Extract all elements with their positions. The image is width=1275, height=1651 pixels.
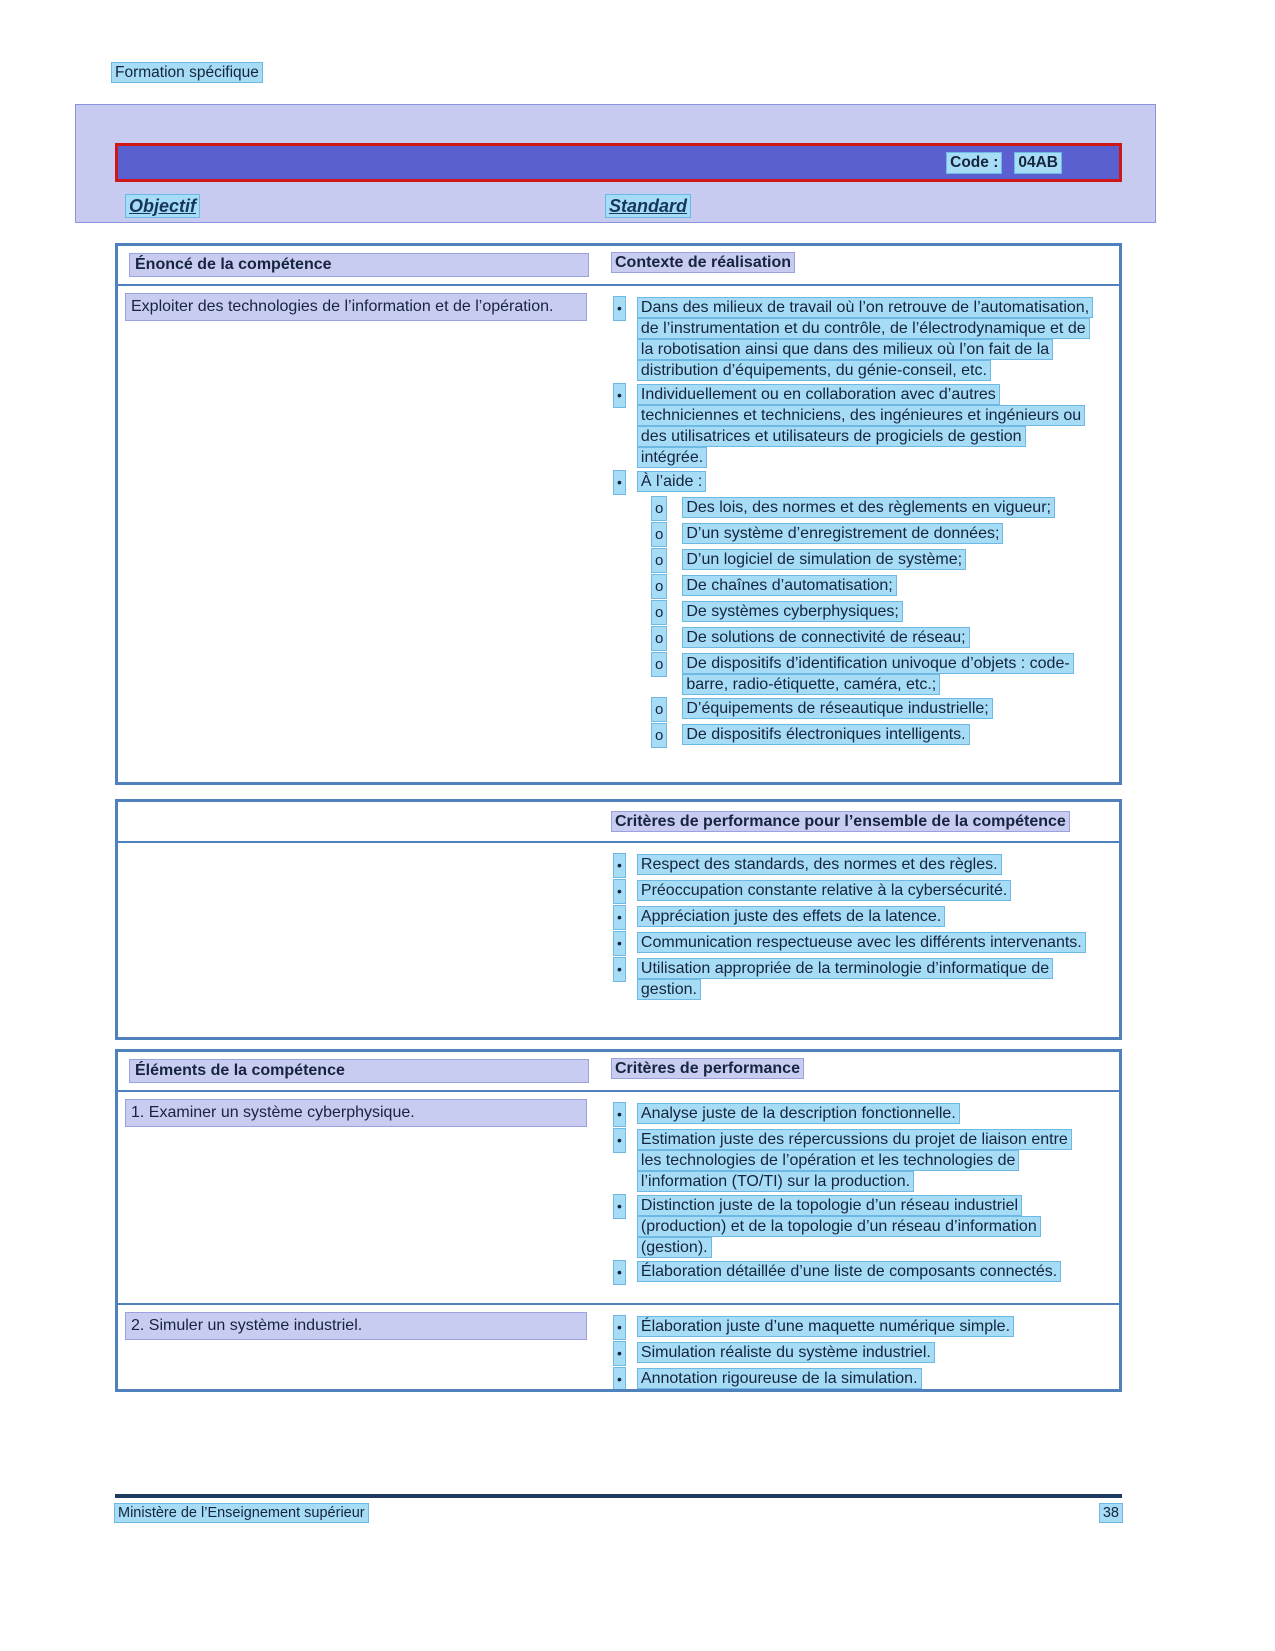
list-item (604, 1342, 1091, 1365)
elements-table-row-2 (118, 1303, 1119, 1392)
bullet-text: Élaboration juste d’une maquette numérique simple. (638, 1317, 1013, 1336)
page-footer (115, 1494, 1122, 1522)
bullet-text: Individuellement ou en collaboration avec d’autres techniciennes et techniciens, des ingénieures et ingénieurs ou des utilisatrices et utilisateurs de progiciels de gestion intégrée. (638, 385, 1084, 467)
standard-heading-wrap (606, 196, 690, 217)
bullet-text: D’équipements de réseautique industrielle; (683, 699, 991, 718)
bullet-icon: • (614, 958, 625, 981)
list-item (604, 880, 1091, 903)
list-item (604, 698, 1091, 721)
objectif-heading-wrap (126, 196, 606, 217)
bullet-text: D’un système d’enregistrement de données; (683, 524, 1002, 543)
performance-header-text: Critères de performance pour l’ensemble de la compétence (612, 812, 1069, 831)
bullet-icon: • (614, 854, 625, 877)
list-item (604, 1103, 1091, 1126)
bullet-text: De solutions de connectivité de réseau; (683, 628, 968, 647)
list-item (604, 497, 1091, 520)
bullet-icon: • (614, 471, 625, 494)
code-value: 04AB (1015, 153, 1061, 173)
footer-ministry-text: Ministère de l’Enseignement supérieur (115, 1504, 368, 1522)
sub-bullet-icon: o (652, 627, 666, 650)
bullet-text: Communication respectueuse avec les différents intervenants. (638, 933, 1085, 952)
criteria-cell (600, 1092, 1119, 1303)
list-item (604, 575, 1091, 598)
header-enonce (118, 246, 600, 284)
elements-table (115, 1049, 1122, 1392)
header-elements-text: Éléments de la compétence (130, 1060, 588, 1082)
performance-header-left-empty (118, 802, 600, 841)
footer-page-number: 38 (1100, 1504, 1122, 1522)
element-text: 1. Examiner un système cyberphysique. (126, 1100, 586, 1126)
list-item (604, 906, 1091, 929)
bullet-icon: • (614, 1103, 625, 1126)
sub-bullet-icon: o (652, 724, 666, 747)
bullet-icon: • (614, 1195, 625, 1218)
competence-table-header (118, 246, 1119, 286)
list-item (604, 384, 1091, 468)
list-item (604, 627, 1091, 650)
list-item (604, 724, 1091, 747)
bullet-icon: • (614, 932, 625, 955)
bullet-text: À l’aide : (638, 472, 705, 491)
objectif-heading: Objectif (126, 195, 199, 217)
bullet-icon: • (614, 384, 625, 407)
bullet-text: De dispositifs électroniques intelligents. (683, 725, 968, 744)
bullet-text: Dans des milieux de travail où l’on retrouve de l’automatisation, de l’instrumentation et du contrôle, de l’électrodynamique et de la robotisation ainsi que dans des milieux où l’on fait de la distribution d’équipements, du génie-conseil, etc. (638, 298, 1092, 380)
enonce-text: Exploiter des technologies de l’information et de l’opération. (126, 294, 586, 320)
bullet-icon: • (614, 1261, 625, 1284)
header-contexte-text: Contexte de réalisation (612, 253, 794, 272)
list-item (604, 549, 1091, 572)
bullet-text: Appréciation juste des effets de la latence. (638, 907, 944, 926)
performance-table-header (118, 802, 1119, 843)
enonce-cell (118, 286, 600, 758)
contexte-cell (600, 286, 1119, 758)
sub-bullet-icon: o (652, 653, 666, 676)
performance-criteria-cell (600, 843, 1119, 1011)
bullet-icon: • (614, 1316, 625, 1339)
sub-bullet-icon: o (652, 601, 666, 624)
criteria-cell (600, 1305, 1119, 1392)
performance-table-body (118, 843, 1119, 1011)
list-item (604, 471, 1091, 494)
bullet-text: Respect des standards, des normes et des règles. (638, 855, 1001, 874)
performance-left-empty (118, 843, 600, 1011)
bullet-text: De systèmes cyberphysiques; (683, 602, 902, 621)
elements-table-row-1 (118, 1092, 1119, 1303)
section-label (112, 64, 262, 82)
sub-bullet-icon: o (652, 698, 666, 721)
element-cell (118, 1305, 600, 1392)
sub-bullet-icon: o (652, 549, 666, 572)
section-label-text: Formation spécifique (112, 63, 262, 82)
element-text: 2. Simuler un système industriel. (126, 1313, 586, 1339)
title-bar (115, 143, 1122, 182)
elements-table-header (118, 1052, 1119, 1092)
sub-bullet-icon: o (652, 575, 666, 598)
standard-heading: Standard (606, 195, 690, 217)
bullet-text: D’un logiciel de simulation de système; (683, 550, 965, 569)
bullet-text: Analyse juste de la description fonctionnelle. (638, 1104, 959, 1123)
header-criteres-text: Critères de performance (612, 1059, 803, 1078)
bullet-text: De chaînes d’automatisation; (683, 576, 895, 595)
bullet-text: Annotation rigoureuse de la simulation. (638, 1369, 921, 1388)
list-item (604, 297, 1091, 381)
list-item (604, 1261, 1091, 1284)
code-label: Code : (947, 153, 1001, 173)
list-item (604, 1195, 1091, 1258)
list-item (604, 854, 1091, 877)
list-item (604, 601, 1091, 624)
list-item (604, 1316, 1091, 1339)
bullet-icon: • (614, 880, 625, 903)
bullet-text: Estimation juste des répercussions du projet de liaison entre les technologies de l’opération et les technologies de l’information (TO/TI) sur la production. (638, 1130, 1071, 1191)
performance-table (115, 799, 1122, 1040)
bullet-text: Distinction juste de la topologie d’un réseau industriel (production) et de la topologie d’un réseau d’information (gestion). (638, 1196, 1040, 1257)
bullet-icon: • (614, 297, 625, 320)
bullet-text: Élaboration détaillée d’une liste de composants connectés. (638, 1262, 1060, 1281)
objectif-standard-row (126, 196, 1145, 217)
bullet-text: Simulation réaliste du système industriel. (638, 1343, 934, 1362)
bullet-icon: • (614, 1129, 625, 1152)
list-item (604, 958, 1091, 1000)
list-item (604, 523, 1091, 546)
title-band (75, 104, 1156, 223)
element-cell (118, 1092, 600, 1303)
list-item (604, 932, 1091, 955)
header-criteres (600, 1052, 1119, 1090)
sub-bullet-icon: o (652, 497, 666, 520)
bullet-text: Préoccupation constante relative à la cybersécurité. (638, 881, 1010, 900)
list-item (604, 1368, 1091, 1391)
header-contexte (600, 246, 1119, 284)
header-elements (118, 1052, 600, 1090)
competence-table-body (118, 286, 1119, 758)
list-item (604, 1129, 1091, 1192)
performance-header-right (600, 802, 1119, 841)
bullet-icon: • (614, 1342, 625, 1365)
bullet-text: De dispositifs d’identification univoque d’objets : code-barre, radio-étiquette, caméra, etc.; (683, 654, 1072, 694)
bullet-text: Des lois, des normes et des règlements en vigueur; (683, 498, 1054, 517)
competence-table (115, 243, 1122, 785)
header-enonce-text: Énoncé de la compétence (130, 254, 588, 276)
list-item (604, 653, 1091, 695)
bullet-icon: • (614, 1368, 625, 1391)
bullet-text: Utilisation appropriée de la terminologie d’informatique de gestion. (638, 959, 1052, 999)
bullet-icon: • (614, 906, 625, 929)
sub-bullet-icon: o (652, 523, 666, 546)
